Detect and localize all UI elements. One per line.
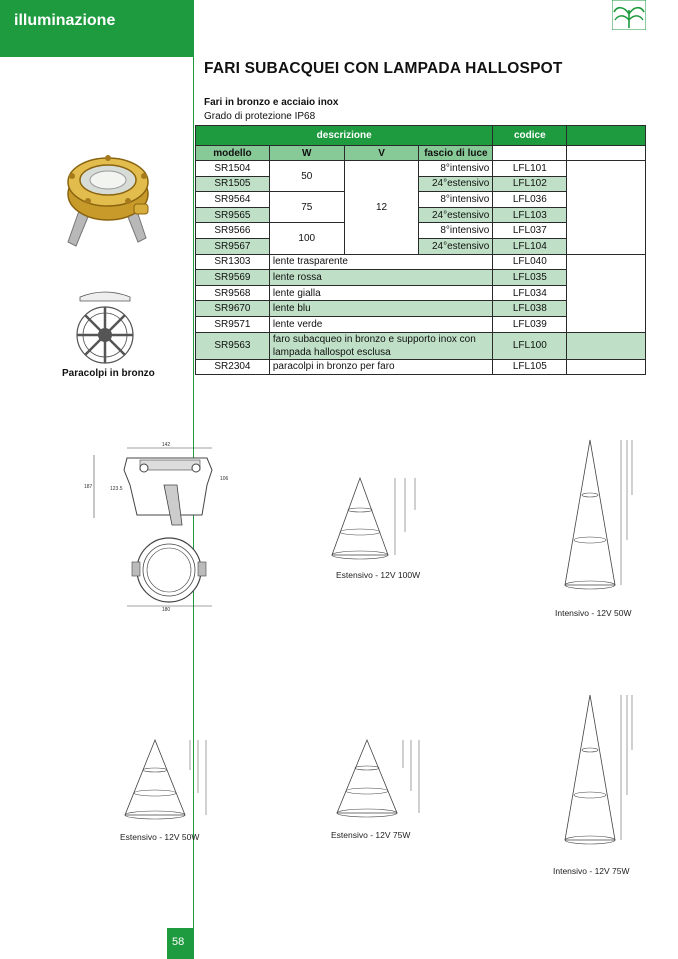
table-row: SR9564 75 8°intensivo LFL036	[196, 192, 646, 208]
page-number-tab	[167, 928, 193, 959]
beam-caption: Intensivo - 12V 75W	[553, 866, 630, 876]
table-row: SR9571 lente verde LFL039	[196, 316, 646, 332]
table-row: SR9566 100 8°intensivo LFL037	[196, 223, 646, 239]
header-empty	[567, 126, 646, 146]
col-model: modello	[196, 146, 270, 161]
page-title: FARI SUBACQUEI CON LAMPADA HALLOSPOT	[204, 60, 563, 77]
header-description: descrizione	[196, 126, 493, 146]
brand-logo-icon	[612, 0, 646, 30]
table-row: SR1505 24°estensivo LFL102	[196, 176, 646, 192]
watt-cell: 50	[269, 161, 344, 192]
col-volt: V	[344, 146, 419, 161]
beam-caption: Estensivo - 12V 100W	[336, 570, 421, 580]
section-tab	[0, 0, 193, 57]
watt-cell: 75	[269, 192, 344, 223]
dim-top: 142	[161, 442, 171, 448]
table-row: SR1504 50 12 8°intensivo LFL101	[196, 161, 646, 177]
bumper-drawing	[72, 287, 138, 367]
volt-cell: 12	[344, 161, 419, 255]
beam-caption: Estensivo - 12V 75W	[331, 830, 411, 840]
beam-diagram-intensivo-50w	[555, 435, 635, 600]
table-row: SR2304 paracolpi in bronzo per faro LFL105	[196, 359, 646, 375]
col-watt: W	[269, 146, 344, 161]
spec-table	[195, 125, 646, 375]
table-row: SR9670 lente blu LFL038	[196, 301, 646, 317]
table-row: SR9563 faro subacqueo in bronzo e supporto inox con lampada hallospot esclusa LFL100	[196, 332, 646, 359]
dim-bottom: 180	[161, 607, 171, 612]
table-row: SR9565 24°estensivo LFL103	[196, 207, 646, 223]
beam-diagram-estensivo-100w	[320, 470, 430, 565]
beam-diagram-estensivo-50w	[110, 735, 210, 825]
beam-diagram-intensivo-75w	[555, 690, 635, 855]
dim-mid: 123.5	[110, 486, 123, 492]
beam-caption: Intensivo - 12V 50W	[555, 608, 632, 618]
header-code: codice	[493, 126, 567, 146]
page-number: 58	[172, 936, 185, 948]
col-beam: fascio di luce	[419, 146, 493, 161]
table-row: SR9569 lente rossa LFL035	[196, 270, 646, 286]
beam-diagram-estensivo-75w	[325, 735, 425, 825]
bumper-label: Paracolpi in bronzo	[62, 368, 155, 379]
dim-left: 187	[84, 484, 93, 490]
beam-caption: Estensivo - 12V 50W	[120, 832, 200, 842]
dimension-drawing	[82, 440, 232, 612]
table-row: SR9567 24°estensivo LFL104	[196, 238, 646, 254]
product-subtitle: Fari in bronzo e acciaio inox	[204, 97, 339, 108]
table-row: SR1303 lente trasparente LFL040	[196, 254, 646, 270]
lamp-photo	[58, 146, 158, 258]
dim-right: 106	[220, 476, 229, 482]
table-row: SR9568 lente gialla LFL034	[196, 285, 646, 301]
section-title: illuminazione	[14, 12, 116, 29]
protection-grade: Grado di protezione IP68	[204, 111, 316, 122]
watt-cell: 100	[269, 223, 344, 254]
